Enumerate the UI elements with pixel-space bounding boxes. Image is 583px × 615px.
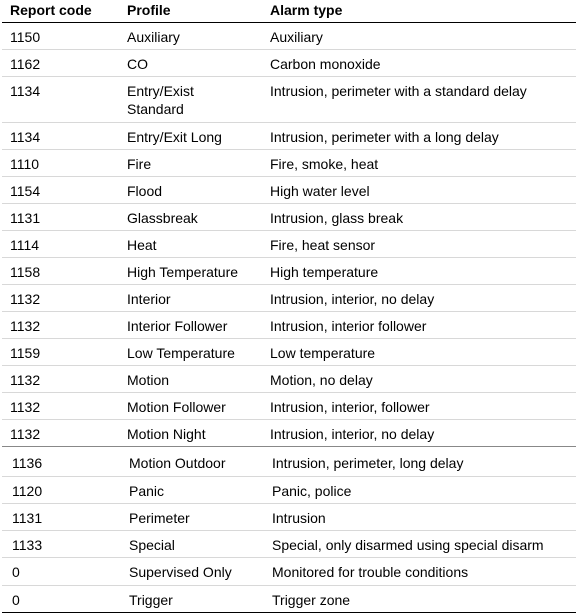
report-code-cell: 1136 xyxy=(12,455,43,471)
table-row xyxy=(2,77,576,123)
table-row xyxy=(2,420,576,447)
table-row xyxy=(2,123,576,150)
table-row xyxy=(2,447,576,477)
profile-cell: Supervised Only xyxy=(129,564,232,580)
profile-cell: Glassbreak xyxy=(127,210,198,226)
profile-cell: Panic xyxy=(129,483,165,499)
report-code-cell: 0 xyxy=(12,564,20,580)
report-code-cell: 1158 xyxy=(10,264,41,280)
header-profile: Profile xyxy=(127,2,171,18)
alarm-type-cell: Monitored for trouble conditions xyxy=(272,564,469,580)
header-alarm-type: Alarm type xyxy=(270,2,343,18)
table-row xyxy=(2,586,576,613)
table-row xyxy=(2,231,576,258)
profile-cell: Motion Night xyxy=(127,426,206,442)
report-code-cell: 1150 xyxy=(10,29,41,45)
report-code-cell: 1134 xyxy=(10,129,41,145)
profile-cell: Entry/Exist Standard xyxy=(127,83,194,117)
alarm-type-cell: Intrusion, perimeter with a long delay xyxy=(270,129,499,145)
alarm-type-cell: Low temperature xyxy=(270,345,376,361)
alarm-type-cell: Fire, smoke, heat xyxy=(270,156,379,172)
alarm-type-cell: Carbon monoxide xyxy=(270,56,381,72)
profile-cell: Fire xyxy=(127,156,152,172)
table-row xyxy=(2,150,576,177)
alarm-type-cell: Intrusion, interior, no delay xyxy=(270,426,435,442)
report-code-cell: 1110 xyxy=(10,156,40,172)
profile-cell: Low Temperature xyxy=(127,345,235,361)
table-row xyxy=(2,339,576,366)
profile-cell: Heat xyxy=(127,237,157,253)
report-code-cell: 1132 xyxy=(10,426,41,442)
alarm-type-cell: Trigger zone xyxy=(272,592,351,608)
table-row xyxy=(2,558,576,586)
table-row xyxy=(2,366,576,393)
header-report-code: Report code xyxy=(10,2,92,18)
report-code-cell: 1132 xyxy=(10,372,41,388)
alarm-type-cell: Special, only disarmed using special disarm xyxy=(272,537,544,553)
table-row xyxy=(2,477,576,504)
profile-cell: Special xyxy=(129,537,175,553)
report-code-cell: 1131 xyxy=(12,510,43,526)
alarm-type-cell: Motion, no delay xyxy=(270,372,373,388)
alarm-type-cell: High water level xyxy=(270,183,370,199)
profile-cell: Interior xyxy=(127,291,171,307)
alarm-type-cell: Auxiliary xyxy=(270,29,323,45)
table-row xyxy=(2,312,576,339)
report-code-cell: 1114 xyxy=(10,237,40,253)
table-row xyxy=(2,285,576,312)
table-row xyxy=(2,531,576,558)
profile-cell: High Temperature xyxy=(127,264,239,280)
alarm-type-cell: Intrusion, perimeter, long delay xyxy=(272,455,464,471)
table-row xyxy=(2,504,576,531)
alarm-type-cell: Intrusion xyxy=(272,510,326,526)
alarm-type-cell: Intrusion, glass break xyxy=(270,210,404,226)
profile-cell: Motion Follower xyxy=(127,399,226,415)
alarm-type-cell: Fire, heat sensor xyxy=(270,237,376,253)
table-row xyxy=(2,23,576,50)
report-code-cell: 1159 xyxy=(10,345,41,361)
profile-cell: CO xyxy=(127,56,148,72)
report-code-cell: 1134 xyxy=(10,83,41,99)
table-row xyxy=(2,204,576,231)
report-code-cell: 0 xyxy=(12,592,20,608)
report-code-cell: 1120 xyxy=(12,483,43,499)
table-row xyxy=(2,50,576,77)
report-code-cell: 1132 xyxy=(10,318,41,334)
report-code-cell: 1132 xyxy=(10,291,41,307)
alarm-type-cell: Intrusion, interior, no delay xyxy=(270,291,435,307)
alarm-type-cell: High temperature xyxy=(270,264,379,280)
report-code-cell: 1154 xyxy=(10,183,41,199)
report-code-cell: 1132 xyxy=(10,399,41,415)
table-row xyxy=(2,393,576,420)
alarm-type-cell: Intrusion, interior follower xyxy=(270,318,427,334)
profile-cell: Perimeter xyxy=(129,510,190,526)
alarm-type-cell: Intrusion, interior, follower xyxy=(270,399,430,415)
profile-cell: Motion Outdoor xyxy=(129,455,226,471)
profile-cell: Entry/Exit Long xyxy=(127,129,222,145)
profile-cell: Interior Follower xyxy=(127,318,228,334)
alarm-profile-table xyxy=(2,0,576,613)
alarm-type-cell: Panic, police xyxy=(272,483,352,499)
report-code-cell: 1162 xyxy=(10,56,41,72)
profile-cell: Auxiliary xyxy=(127,29,180,45)
profile-cell: Flood xyxy=(127,183,163,199)
profile-cell: Trigger xyxy=(129,592,173,608)
table-header xyxy=(2,0,576,23)
alarm-type-cell: Intrusion, perimeter with a standard delay xyxy=(270,83,527,99)
report-code-cell: 1133 xyxy=(12,537,43,553)
table-row xyxy=(2,258,576,285)
profile-cell: Motion xyxy=(127,372,170,388)
table-row xyxy=(2,177,576,204)
report-code-cell: 1131 xyxy=(10,210,41,226)
